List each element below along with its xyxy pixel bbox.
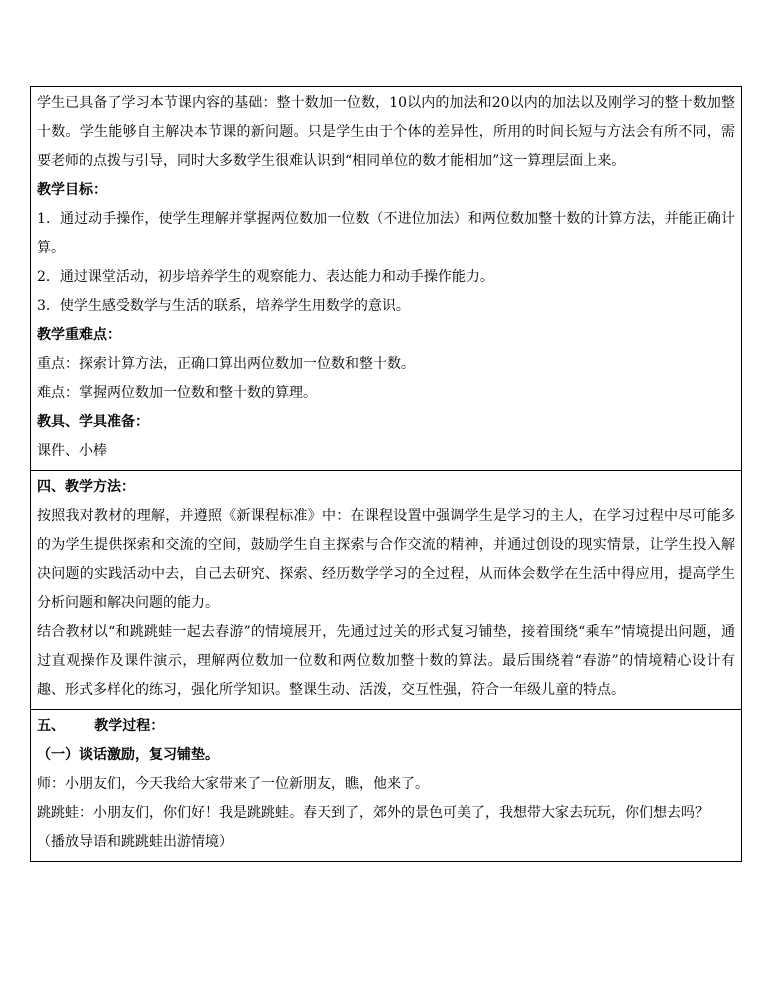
table-row <box>31 710 742 862</box>
stage-direction: （播放导语和跳跳蛙出游情境） <box>37 834 233 850</box>
methods-heading: 四、教学方法： <box>37 479 135 495</box>
tools-heading: 教具、学具准备： <box>37 414 149 430</box>
tools-text: 课件、小棒 <box>37 443 107 459</box>
teacher-line: 师：小朋友们，今天我给大家带来了一位新朋友，瞧，他来了。 <box>37 776 429 792</box>
background-cell <box>31 87 742 471</box>
methods-paragraph-1: 按照我对教材的理解，并遵照《新课程标准》中：在课程设置中强调学生是学习的主人，在学习过程中尽可能多的为学生提供探索和交流的空间，鼓励学生自主探索与合作交流的精神，并通过创设的现实情景，让学生投入解决问题的实践活动中去，自己去研究、探索、经历数学学习的全过程，从而体会数学在生活中得应用，提高学生分析问题和解决问题的能力。 <box>37 508 735 611</box>
learner-analysis-paragraph: 学生已具备了学习本节课内容的基础：整十数加一位数，10以内的加法和20以内的加法以及刚学习的整十数加整十数。学生能够自主解决本节课的新问题。只是学生由于个体的差异性，所用的时间长短与方法会有所不同，需要老师的点拨与引导，同时大多数学生很难认识到“相同单位的数才能相加”这一算理层面上来。 <box>37 95 735 169</box>
document-page <box>30 86 742 862</box>
frog-line: 跳跳蛙：小朋友们，你们好！我是跳跳蛙。春天到了，郊外的景色可美了，我想带大家去玩玩，你们想去吗？ <box>37 805 709 821</box>
lesson-plan-table <box>30 86 742 862</box>
key-point: 重点：探索计算方法，正确口算出两位数加一位数和整十数。 <box>37 356 415 372</box>
table-row <box>31 87 742 471</box>
key-difficult-heading: 教学重难点： <box>37 327 121 343</box>
goal-item-2: 2．通过课堂活动，初步培养学生的观察能力、表达能力和动手操作能力。 <box>37 269 494 285</box>
goals-heading: 教学目标： <box>37 182 107 198</box>
process-cell <box>31 710 742 862</box>
methods-paragraph-2: 结合教材以“和跳跳蛙一起去春游”的情境展开，先通过过关的形式复习铺垫，接着围绕“乘车”情境提出问题，通过直观操作及课件演示，理解两位数加一位数和两位数加整十数的算法。最后围绕着“春游”的情境精心设计有趣、形式多样化的练习，强化所学知识。整课生动、活泼，交互性强，符合一年级儿童的特点。 <box>37 624 735 698</box>
difficult-point: 难点：掌握两位数加一位数和整十数的算理。 <box>37 385 317 401</box>
goal-item-1: 1．通过动手操作，使学生理解并掌握两位数加一位数（不进位加法）和两位数加整十数的计算方法，并能正确计算。 <box>37 211 735 256</box>
methods-cell <box>31 471 742 710</box>
process-subheading-1: （一）谈话激励，复习铺垫。 <box>37 747 219 763</box>
process-heading: 五、 教学过程： <box>37 718 165 734</box>
table-row <box>31 471 742 710</box>
goal-item-3: 3．使学生感受数学与生活的联系，培养学生用数学的意识。 <box>37 298 410 314</box>
